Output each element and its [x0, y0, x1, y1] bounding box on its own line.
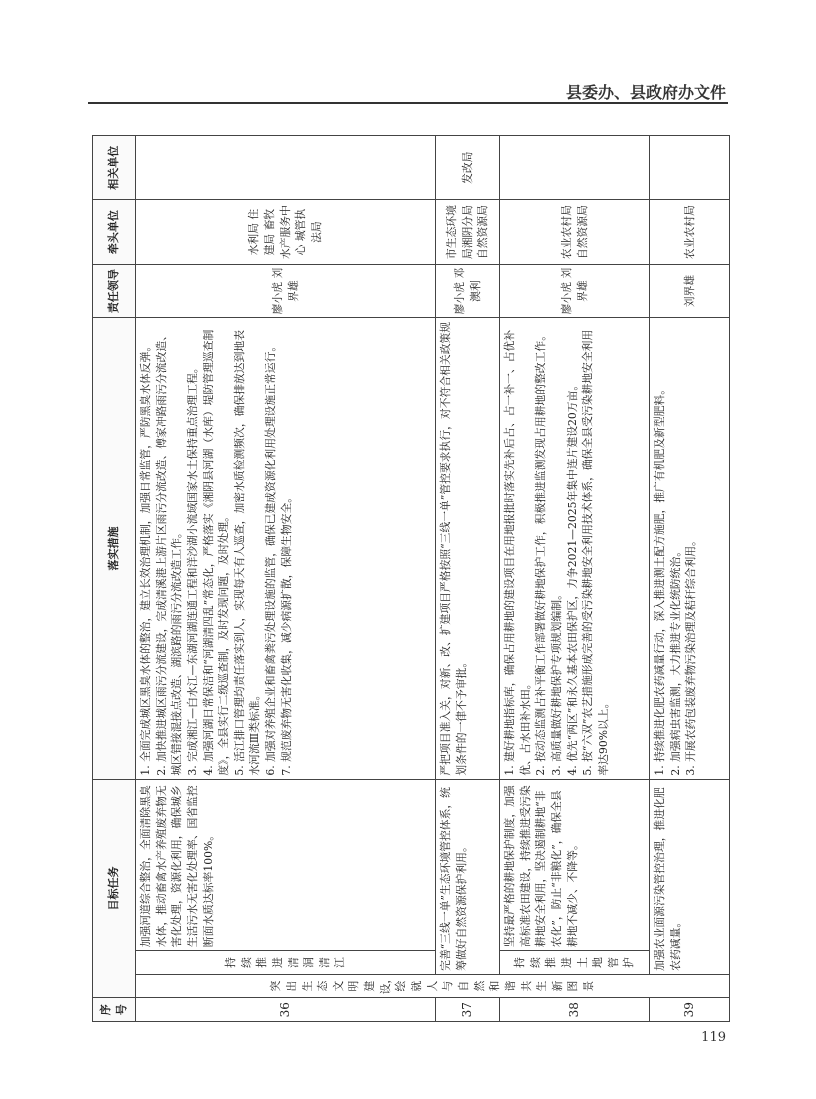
measure-item: 3. 开展农药包装废弃物污染治理及秸秆综合利用。 — [684, 535, 698, 776]
table-row — [436, 136, 500, 1022]
related-unit-cell — [650, 136, 730, 200]
lead-unit-cell: 市生态环境局湘阴分局 自然资源局 — [436, 200, 500, 264]
row-index: 38 — [500, 998, 650, 1022]
header-leader: 责任领导 — [93, 264, 136, 318]
table-row — [650, 136, 730, 1022]
related-unit-cell — [136, 136, 436, 200]
leader-cell: 廖小虎 刘界雄 — [136, 264, 436, 318]
measure-item: 2. 加快推进城区雨污分流建设，完成清溪港上游片区雨污分流改造、傅家冲路雨污分流改造、城区错接混接点改造、湖滨路的雨污分流改造工作。 — [154, 330, 184, 776]
work-plan-table — [92, 135, 730, 1022]
measure-item: 5. 按“六双”农艺措施形成完善的受污染耕地安全利用技术体系，确保全县受污染耕地安全利用率达90%以上。 — [581, 329, 610, 776]
category-cell: 突出生态文明建设，绘就人与自然和谐共生新图景 — [136, 974, 730, 998]
leader-cell: 廖小虎 邓澳利 — [436, 264, 500, 318]
measure-item: 4. 优先“两区”和永久基本农田保护区，力争2021—2025年集中连片建设20万亩。 — [565, 379, 579, 776]
row-index: 37 — [436, 998, 500, 1022]
related-unit-cell — [500, 136, 650, 200]
measure-item: 3. 完成湘江—白水江—东湖河湖连通工程和洋沙湖小流域国家水土保持重点治理工程。 — [185, 362, 199, 776]
measure-item: 4. 加强河湖日常保洁和“河湖清四乱”常态化，严格落实《湘阴县河湖（水库）堤防管理巡查制度》，全县实行二级巡查制，及时发现问题，及时处理。 — [201, 329, 231, 776]
measure-item: 1. 持续推进化肥农药减量行动，深入推进测土配方施肥，推广有机肥及新型肥料。 — [653, 383, 666, 776]
measure-item: 2. 加强病虫害监测，大力推进专业化统防统治。 — [668, 545, 682, 776]
row-index: 39 — [650, 998, 730, 1022]
task-cell: 加强河道综合整治，全面清除黑臭水体，推动畜禽水产养殖废弃物无害化处理，资源化利用，确保城乡生活污水无害化处理率、国省监控断面水质达标率100%。 — [136, 779, 436, 951]
measure-item: 5. 活江排口管理均责任落实到人，实现每天有人巡查，加密水质检测频次，确保排放达到地表水河流Ⅲ类标准。 — [232, 330, 262, 776]
measures-cell — [136, 318, 436, 779]
task-cell: 加强农业面源污染管控治理，推进化肥农药减量。 — [650, 779, 730, 974]
header-related-unit: 相关单位 — [93, 136, 136, 200]
measure-item: 1. 建好耕地指标库，确保占用耕地的建设项目在用地报批时落实先补后占、占一补一、占优补优、占水田补水田。 — [503, 330, 532, 776]
related-unit-cell: 发改局 — [436, 136, 500, 200]
leader-cell: 廖小虎 刘界雄 — [500, 264, 650, 318]
measure-item: 2. 按动态监测占补平衡工作部署做好耕地保护工作，积极推进监测发现占用耕地的整改工作。 — [534, 330, 548, 776]
rotated-table-wrapper — [92, 135, 725, 1022]
header-task: 目标任务 — [93, 779, 136, 998]
measure-item: 7. 规范废弃物无害化收集，减少病源扩散，保障生物安全。 — [279, 491, 293, 776]
measure-item: 严把项目准入关，对新、改、扩建项目严格按照“三线一单”管控要求执行，对不符合相关政策规划条件的一律不予审批。 — [439, 321, 468, 776]
running-header-title: 县委办、县政府办文件 — [565, 83, 726, 102]
header-measures: 落实措施 — [93, 318, 136, 779]
measures-cell — [650, 318, 730, 779]
header-lead-unit: 牵头单位 — [93, 200, 136, 264]
measure-item: 6. 加强对养殖企业和畜禽粪污处理设施的监管，确保已建成资源化利用处理设施正常运行。 — [264, 340, 278, 776]
measure-item: 1. 全面完成城区黑臭水体的整治，建立长效治理机制，加强日常监管，严防黑臭水体反弹。 — [139, 340, 152, 776]
lead-unit-cell: 农业农村局 自然资源局 — [500, 200, 650, 264]
task-cell: 坚持最严格的耕地保护制度，加强高标准农田建设，持续推进受污染耕地安全利用，坚决遏制耕地“非农化”，防止“非粮化”，确保全县耕地不减少、不降等。 — [500, 779, 650, 951]
table-row — [136, 136, 436, 1022]
measure-item: 3. 高质量做好耕地保护专项规划编制。 — [549, 589, 563, 776]
measures-cell — [500, 318, 650, 779]
header-rule — [88, 102, 728, 104]
subcategory-cell: 持续推进清洞清江 — [136, 951, 436, 975]
leader-cell: 刘界雄 — [650, 264, 730, 318]
lead-unit-cell: 农业农村局 — [650, 200, 730, 264]
table-header-row — [93, 136, 136, 1022]
lead-unit-cell: 水利局 住建局 畜牧水产服务中心 城管执法局 — [136, 200, 436, 264]
subcategory-cell: 持续推进土地管护 — [500, 951, 650, 975]
measures-cell — [436, 318, 500, 779]
task-cell: 完善“三线一单”生态环境管控体系，统筹做好自然资源保护利用。 — [436, 779, 500, 974]
header-index: 序号 — [93, 998, 136, 1022]
page-number: 119 — [701, 1030, 726, 1045]
row-index: 36 — [136, 998, 436, 1022]
table-row — [500, 136, 650, 1022]
